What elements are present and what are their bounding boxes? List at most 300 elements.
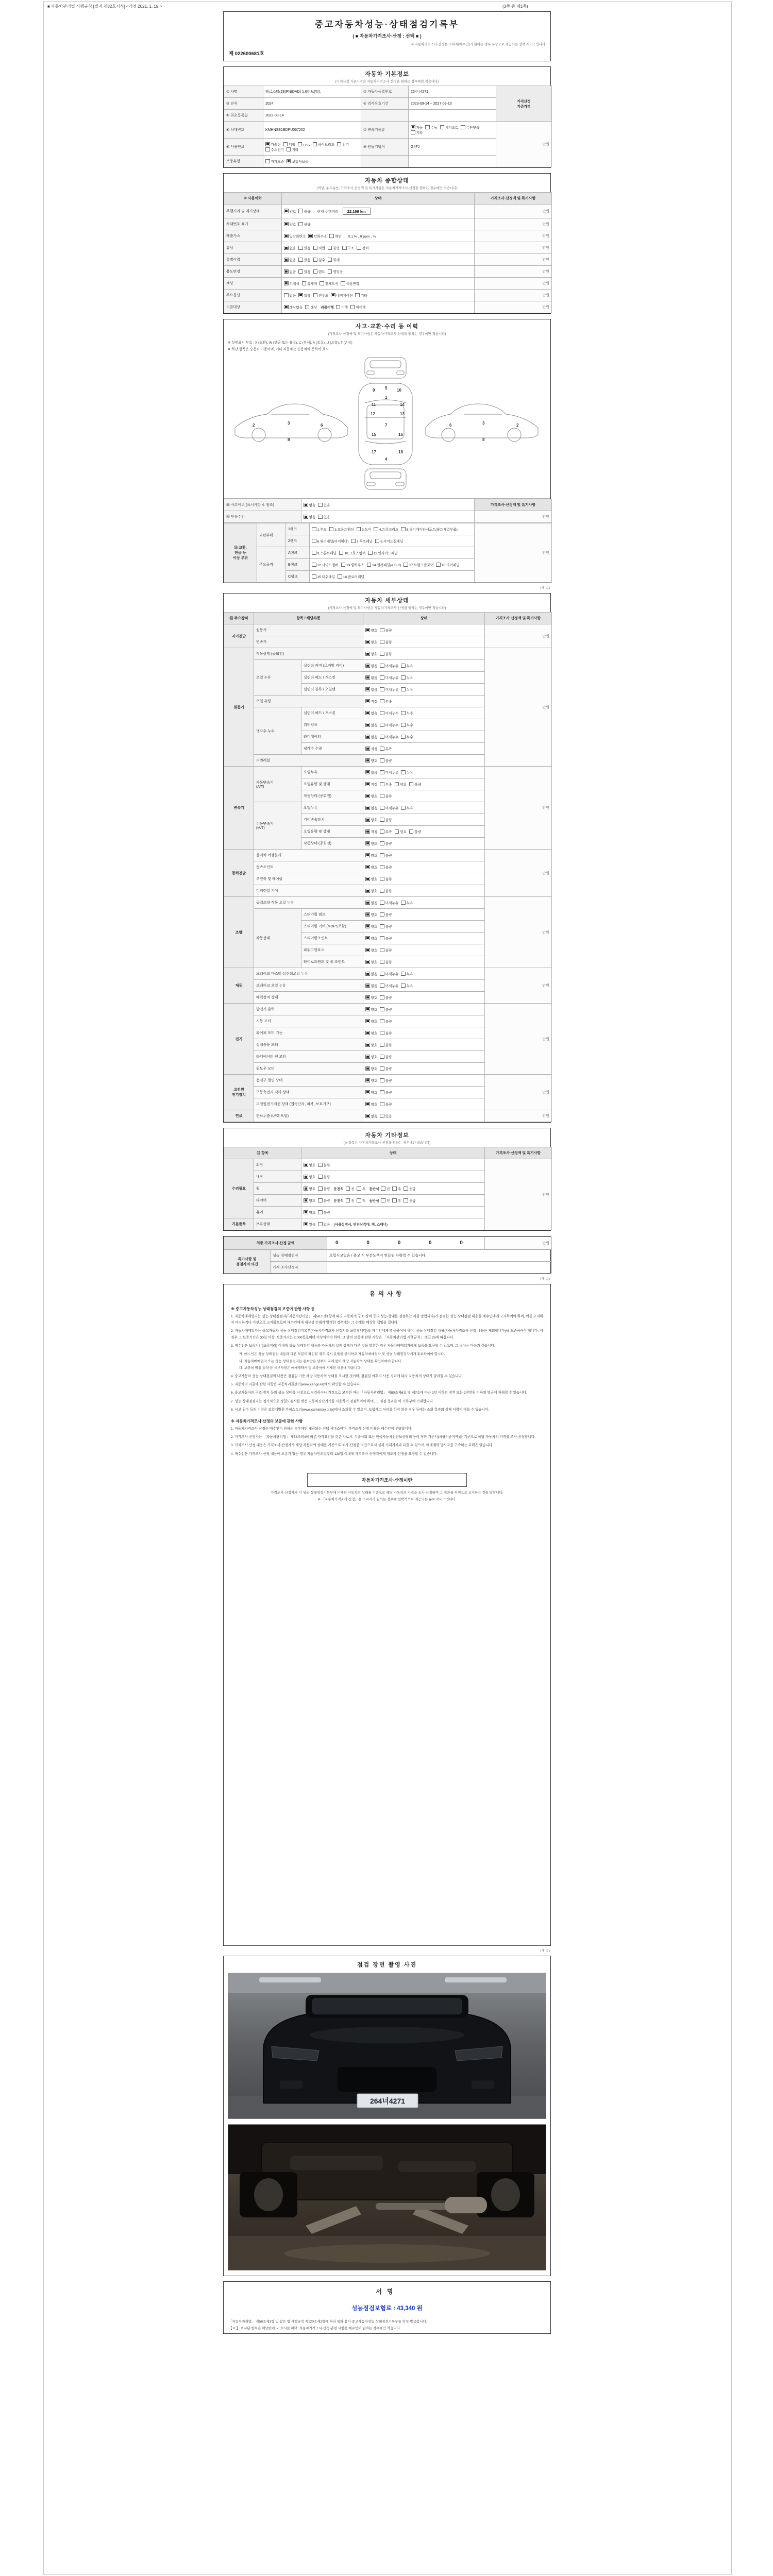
checkbox-7.루프패널[interactable]: 7.루프패널 [351, 538, 372, 544]
checkbox-누유[interactable]: 누유 [401, 983, 413, 988]
checkbox-icon [284, 293, 289, 298]
checkbox-누수[interactable]: 누수 [401, 722, 413, 727]
table-row [224, 1262, 552, 1274]
checkbox-양호[interactable]: 양호 [365, 853, 377, 858]
notices-title: 유의사항 [369, 1291, 405, 1297]
checkbox-있음[interactable]: 있음 [298, 245, 310, 250]
checkbox-매연[interactable]: 매연 [329, 233, 341, 239]
checkbox-양호[interactable]: 양호 [365, 876, 377, 882]
checkbox-icon [401, 984, 406, 988]
checkbox-무단변속[interactable]: 무단변속 [461, 125, 479, 130]
price-cell: 만원 [485, 624, 552, 648]
checkbox-양호[interactable]: 양호 [365, 1030, 377, 1036]
checkbox-디젤[interactable]: 디젤 [283, 142, 295, 147]
checkbox-icon [380, 758, 384, 763]
status-cell [363, 767, 485, 778]
checkbox-있음[interactable]: 있음 [304, 1222, 315, 1227]
checkbox-불량[interactable]: 불량 [380, 865, 392, 870]
checkbox-적정[interactable]: 적정 [365, 699, 377, 704]
final-price-digits: 0 0 0 0 0 [327, 1237, 485, 1249]
checkbox-미세누유[interactable]: 미세누유 [380, 971, 398, 976]
checkbox-양호[interactable]: 양호 [365, 888, 377, 893]
checkbox-양호[interactable]: 양호 [365, 793, 377, 799]
checkbox-미세누수[interactable]: 미세누수 [380, 722, 398, 727]
checkbox-불량[interactable]: 불량 [380, 1054, 392, 1059]
checkbox-적법[interactable]: 적법 [313, 245, 325, 250]
checkbox-불량[interactable]: 불량 [380, 888, 392, 893]
checkbox-누유[interactable]: 누유 [401, 971, 413, 976]
price-cell: 만원 [485, 850, 552, 897]
price-cell: 만원 [485, 1004, 552, 1075]
label-cell: 조향 [224, 897, 254, 968]
checkbox-양호[interactable]: 양호 [365, 651, 377, 656]
checkbox-불량[interactable]: 불량 [409, 782, 421, 787]
checkbox-무채색[interactable]: 무채색 [284, 281, 299, 286]
checkbox-가솔린[interactable]: 가솔린 [265, 142, 281, 147]
checkbox-미세누수[interactable]: 미세누수 [380, 734, 398, 739]
label-cell: 외판부위 [257, 523, 286, 547]
checkbox-불량[interactable]: 불량 [380, 841, 392, 846]
section-title: 자동차 세부상태 [365, 598, 409, 604]
checkbox-5.라디에이터서포트(볼트체결부품)[interactable]: 5.라디에이터서포트(볼트체결부품) [401, 527, 458, 532]
checkbox-없음[interactable]: 없음 [365, 770, 377, 775]
checkbox-없음[interactable]: 없음 [284, 269, 296, 274]
checkbox-없음[interactable]: 없음 [365, 983, 377, 988]
checkbox-부족[interactable]: 부족 [380, 782, 392, 787]
checkbox-양호[interactable]: 양호 [365, 1078, 377, 1083]
inspection-insurance-fee [224, 2304, 550, 2312]
checkbox-미세누유[interactable]: 미세누유 [380, 663, 398, 668]
checkbox-icon [401, 806, 406, 810]
checkbox-icon [365, 711, 370, 716]
checkbox-해당없음[interactable]: 해당없음 [284, 304, 303, 310]
checkbox-있음[interactable]: 있음 [298, 269, 310, 274]
checkbox-누유[interactable]: 누유 [401, 805, 413, 810]
notice-subitem: 나. 자동차매매업자 또는 성능·상태점검자는 통보받은 날부터 지체 없이 해당 자동차의 상태를 확인하여야 합니다. [239, 1359, 402, 1363]
checkbox-미세누유[interactable]: 미세누유 [380, 675, 398, 680]
section-misc-info [223, 1128, 551, 1231]
checkbox-후[interactable]: 후 [392, 1198, 401, 1203]
checkbox-누유[interactable]: 누유 [401, 675, 413, 680]
checkbox-있음[interactable]: 있음 [318, 502, 330, 507]
checkbox-icon [318, 1175, 323, 1179]
status-cell [282, 278, 475, 290]
checkbox-icon [313, 269, 318, 274]
checkbox-불량[interactable]: 불량 [380, 853, 392, 858]
checkbox-네비게이션[interactable]: 네비게이션 [331, 293, 352, 298]
checkbox-불량[interactable]: 불량 [380, 1078, 392, 1083]
checkbox-양호[interactable]: 양호 [365, 1101, 377, 1107]
notice-item: 3. 매수인은 보증기간(보증거리) 이내에 성능·상태점검 내용과 자동차의 실제 상태가 다른 것을 발견한 경우 자동차매매업자에게 보증을 요구할 수 있으며, 그 절차는 다음과 같습니다. [231, 1344, 495, 1348]
checkbox-수동[interactable]: 수동 [425, 125, 437, 130]
checkbox-색상변경[interactable]: 색상변경 [341, 281, 359, 286]
checkbox-1.후드[interactable]: 1.후드 [312, 527, 327, 532]
status-cell [363, 1110, 485, 1122]
checkbox-전[interactable]: 전 [381, 1186, 390, 1191]
label-cell: 1랭크 [286, 523, 310, 535]
checkbox-불량[interactable]: 불량 [298, 209, 310, 214]
checkbox-불량[interactable]: 불량 [380, 639, 392, 645]
status-cell [363, 814, 485, 826]
checkbox-icon [331, 293, 335, 298]
checkbox-8.사이드실패널[interactable]: 8.사이드실패널 [375, 538, 403, 544]
checkbox-썬루프[interactable]: 썬루프 [313, 293, 329, 298]
status-cell [363, 838, 485, 850]
price-appraisal-definition-box: 자동차가격조사·산정이란 [307, 1473, 467, 1487]
checkbox-보험사보증[interactable]: 보험사보증 [287, 159, 308, 164]
checkbox-양호[interactable]: 양호 [365, 841, 377, 846]
table-row [224, 86, 552, 98]
checkbox-장치[interactable]: 장치 [357, 245, 368, 250]
checkbox-불량[interactable]: 불량 [380, 1101, 392, 1107]
label-cell: 브레이크 마스터 실린더오일 누유 [254, 968, 363, 980]
label-cell: 오일유량 및 상태 [301, 826, 363, 838]
checkbox-없음[interactable]: 없음 [365, 687, 377, 692]
basic-info-table [224, 86, 552, 167]
checkbox-미세누수[interactable]: 미세누수 [380, 710, 398, 716]
checkbox-불량[interactable]: 불량 [380, 1066, 392, 1071]
checkbox-없음[interactable]: 없음 [365, 1113, 377, 1118]
checkbox-양호[interactable]: 양호 [365, 936, 377, 941]
checkbox-3.도어[interactable]: 3.도어 [357, 527, 372, 532]
checkbox-icon [411, 130, 415, 135]
checkbox-양호[interactable]: 양호 [304, 1174, 315, 1179]
checkbox-icon [380, 1007, 384, 1012]
checkbox-영업용[interactable]: 영업용 [328, 269, 343, 274]
checkbox-없음[interactable]: 없음 [284, 257, 296, 262]
checkbox-2.프론트휀더[interactable]: 2.프론트휀더 [329, 527, 354, 532]
checkbox-icon [365, 995, 370, 1000]
checkbox-없음[interactable]: 없음 [304, 502, 315, 507]
header-cell: 가격조사·산정액 및 특기사항 [475, 499, 552, 511]
header-cell: ⑩ 사용이력 [224, 193, 282, 205]
checkbox-불량[interactable]: 불량 [380, 628, 392, 633]
checkbox-양호[interactable]: 양호 [395, 782, 407, 787]
section-subtitle: (색상, 주요옵션, 가격조사·산정액 및 특기사항은 자동차가격조사·산정을 원하는 경우에만 적습니다) [316, 187, 458, 190]
checkbox-17.트렁크플로어[interactable]: 17.트렁크플로어 [404, 562, 433, 567]
checkbox-미이행[interactable]: 미이행 [350, 304, 366, 310]
checkbox-양호[interactable]: 양호 [365, 817, 377, 822]
checkbox-렌트[interactable]: 렌트 [313, 269, 325, 274]
price-basis-header: 가격산정 기준가격 [496, 86, 552, 122]
checkbox-누수[interactable]: 누수 [401, 734, 413, 739]
label-cell: 브레이크 오일 누유 [254, 980, 363, 992]
checkbox-9.프론트패널[interactable]: 9.프론트패널 [312, 550, 337, 555]
checkbox-미세누유[interactable]: 미세누유 [380, 687, 398, 692]
table-row [224, 624, 552, 636]
checkbox-불량[interactable]: 불량 [409, 829, 421, 834]
checkbox-불량[interactable]: 불량 [380, 1090, 392, 1095]
table-row [224, 897, 552, 909]
status-cell [363, 992, 485, 1004]
checkbox-누유[interactable]: 누유 [401, 770, 413, 775]
checkbox-icon [380, 664, 384, 668]
checkbox-침수[interactable]: 침수 [313, 257, 325, 262]
checkbox-누수[interactable]: 누수 [401, 710, 413, 716]
checkbox-기타[interactable]: 기타 [411, 130, 423, 135]
status-cell [301, 1159, 485, 1171]
definition-line-1: 가격조사·산정자가 이 성능·상태점검기록부에 기재된 자동차의 상태를 기준으로 해당 자동차의 가격을 조사·산정하여 그 결과를 서면으로 고지하는 것을 말합니다. [271, 1490, 503, 1495]
checkbox-양호[interactable]: 양호 [284, 209, 296, 214]
checkbox-icon [304, 1222, 308, 1227]
status-cell [363, 731, 485, 743]
checkbox-불량[interactable]: 불량 [380, 936, 392, 941]
checkbox-기타[interactable]: 기타 [287, 147, 298, 152]
section-title: 사고·교환·수리 등 이력 [355, 324, 419, 330]
label-cell: 타이로드엔드 및 볼 조인트 [301, 956, 363, 968]
checkbox-icon [380, 675, 384, 680]
checkbox-6.쿼터패널(리어휀더)[interactable]: 6.쿼터패널(리어휀더) [312, 538, 348, 544]
checkbox-icon [365, 1090, 370, 1095]
label-cell: 기어변속장치 [301, 814, 363, 826]
checkbox-불법[interactable]: 불법 [328, 245, 340, 250]
label-cell: 냉각수 누수 [254, 707, 301, 755]
checkbox-icon [365, 984, 370, 988]
checkbox-적정[interactable]: 적정 [365, 829, 377, 834]
checkbox-일산화탄소[interactable]: 일산화탄소 [284, 233, 306, 239]
checkbox-양호[interactable]: 양호 [304, 1210, 315, 1215]
checkbox-양호[interactable]: 양호 [365, 628, 377, 633]
checkbox-있음[interactable]: 있음 [298, 293, 310, 298]
checkbox-없음[interactable]: 없음 [318, 1222, 330, 1227]
checkbox-응급[interactable]: 응급 [404, 1198, 415, 1203]
checkbox-없음[interactable]: 없음 [284, 245, 296, 250]
fee-value: 43,340 원 [397, 2306, 423, 2312]
checkbox-전[interactable]: 전 [346, 1198, 355, 1203]
checkbox-세미오토[interactable]: 세미오토 [440, 125, 459, 130]
checkbox-양호[interactable]: 양호 [365, 1054, 377, 1059]
checkbox-15.대쉬패널[interactable]: 15.대쉬패널 [312, 574, 335, 579]
price-cell: 만원 [475, 205, 552, 218]
checkbox-화재[interactable]: 화재 [328, 257, 340, 262]
checkbox-group-label: (사용설명서, 안전삼각대, 잭, 스패너) [333, 1223, 388, 1227]
table-row [224, 242, 552, 254]
checkbox-불량[interactable]: 불량 [380, 947, 392, 953]
checkbox-불량[interactable]: 불량 [380, 651, 392, 656]
label-cell: 라디에이터 [301, 731, 363, 743]
checkbox-양호[interactable]: 양호 [304, 1186, 315, 1191]
checkbox-icon [404, 1187, 408, 1191]
checkbox-icon [401, 770, 406, 775]
checkbox-양호[interactable]: 양호 [365, 758, 377, 763]
checkbox-icon [401, 735, 406, 739]
continuation-marker: (계 속) [540, 1277, 550, 1281]
label-cell: 와이퍼 모터 기능 [254, 1027, 363, 1039]
status-cell [363, 826, 485, 838]
checkbox-후[interactable]: 후 [357, 1186, 365, 1191]
section-basic-info [223, 66, 551, 168]
status-cell [363, 861, 485, 873]
checkbox-16.플로어패널[interactable]: 16.플로어패널 [338, 574, 364, 579]
checkbox-누유[interactable]: 누유 [401, 663, 413, 668]
price-cell: 만원 [475, 301, 552, 313]
checkbox-4.트렁크리드[interactable]: 4.트렁크리드 [374, 527, 398, 532]
checkbox-icon [318, 515, 323, 519]
checkbox-양호[interactable]: 양호 [365, 865, 377, 870]
checkbox-없음[interactable]: 없음 [284, 293, 296, 298]
checkbox-LPG[interactable]: LPG [298, 142, 310, 147]
checkbox-icon [380, 652, 384, 656]
checkbox-적정[interactable]: 적정 [365, 782, 377, 787]
checkbox-기타[interactable]: 기타 [355, 293, 367, 298]
checkbox-양호[interactable]: 양호 [365, 959, 377, 964]
checkbox-자가보증[interactable]: 자가보증 [265, 159, 284, 164]
checkbox-미세누유[interactable]: 미세누유 [380, 805, 398, 810]
checkbox-누유[interactable]: 누유 [401, 900, 413, 905]
checkbox-불량[interactable]: 불량 [380, 1007, 392, 1012]
checkbox-전기[interactable]: 전기 [337, 142, 349, 147]
checkbox-불량[interactable]: 불량 [318, 1174, 330, 1179]
checkbox-icon [365, 924, 370, 929]
checkbox-양호[interactable]: 양호 [365, 1042, 377, 1047]
status-cell [363, 648, 485, 660]
price-cell: 만원 [475, 254, 552, 266]
definition-line-2: ※ 「자동차가격조사·산정」은 소비자가 원하는 경우에 선택적으로 제공되는 유료 서비스입니다. [317, 1498, 457, 1502]
price-cell: 만원 [485, 1110, 552, 1122]
checkbox-불량[interactable]: 불량 [318, 1210, 330, 1215]
checkbox-양호[interactable]: 양호 [365, 947, 377, 953]
checkbox-누유[interactable]: 누유 [401, 687, 413, 692]
checkbox-불량[interactable]: 불량 [318, 1198, 330, 1203]
checkbox-부족[interactable]: 부족 [380, 829, 392, 834]
checkbox-미세누유[interactable]: 미세누유 [380, 983, 398, 988]
checkbox-12.사이드멤버[interactable]: 12.사이드멤버 [312, 562, 339, 567]
status-cell [310, 535, 475, 547]
checkbox-icon [365, 818, 370, 822]
checkbox-18.리어패널[interactable]: 18.리어패널 [436, 562, 459, 567]
checkbox-부족[interactable]: 부족 [380, 746, 392, 751]
checkbox-탄화수소[interactable]: 탄화수소 [308, 233, 327, 239]
checkbox-icon [284, 305, 289, 310]
checkbox-양호[interactable]: 양호 [365, 912, 377, 917]
notice-section-heading: ※ 자동차가격조사·산정의 보증에 관한 사항 [231, 1418, 303, 1423]
checkbox-없음[interactable]: 없음 [365, 710, 377, 716]
checkbox-양호[interactable]: 양호 [365, 1019, 377, 1024]
checkbox-양호[interactable]: 양호 [365, 639, 377, 645]
checkbox-icon [381, 1198, 385, 1203]
status-cell [363, 719, 485, 731]
checkbox-불량[interactable]: 불량 [380, 924, 392, 929]
checkbox-없음[interactable]: 없음 [365, 663, 377, 668]
checkbox-적정[interactable]: 적정 [365, 746, 377, 751]
status-cell [363, 684, 485, 696]
checkbox-미세누유[interactable]: 미세누유 [380, 900, 398, 905]
status-cell [363, 802, 485, 814]
checkbox-양호[interactable]: 양호 [365, 924, 377, 929]
checkbox-이행[interactable]: 이행 [336, 304, 348, 310]
checkbox-양호[interactable]: 양호 [395, 829, 407, 834]
status-cell [363, 1039, 485, 1051]
checkbox-양호[interactable]: 양호 [304, 1198, 315, 1203]
checkbox-양호[interactable]: 양호 [365, 1007, 377, 1012]
checkbox-자동[interactable]: 자동 [411, 125, 423, 130]
checkbox-양호[interactable]: 양호 [304, 1162, 315, 1167]
checkbox-icon [365, 960, 370, 964]
label-cell: 실린더 헤드 / 개스킷 [301, 672, 363, 684]
checkbox-icon [312, 563, 316, 567]
checkbox-13.휠하우스[interactable]: 13.휠하우스 [341, 562, 364, 567]
checkbox-icon [328, 246, 332, 250]
checkbox-불량[interactable]: 불량 [380, 959, 392, 964]
checkbox-양호[interactable]: 양호 [365, 995, 377, 1000]
price-cell: 만원 [485, 1159, 552, 1230]
checkbox-없음[interactable]: 없음 [365, 722, 377, 727]
label-cell: ③ 연식 [224, 98, 263, 110]
notice-subitem: 다. 보증의 범위·절차 등 세부사항은 매매계약서 및 보증서에 기재된 내용에 따릅니다. [239, 1366, 362, 1370]
checkbox-없음[interactable]: 없음 [365, 971, 377, 976]
checkbox-11.인사이드패널[interactable]: 11.인사이드패널 [368, 550, 397, 555]
label-cell: 워터펌프 [301, 719, 363, 731]
checkbox-불량[interactable]: 불량 [380, 1042, 392, 1047]
checkbox-불량[interactable]: 불량 [380, 995, 392, 1000]
checkbox-해당[interactable]: 해당 [305, 304, 317, 310]
checkbox-없음[interactable]: 없음 [365, 734, 377, 739]
checkbox-불량[interactable]: 불량 [318, 1186, 330, 1191]
checkbox-14.필러패널(A,B,C)[interactable]: 14.필러패널(A,B,C) [367, 562, 401, 567]
diagram-zone-number: 8 [482, 437, 485, 442]
checkbox-불량[interactable]: 불량 [298, 222, 310, 227]
checkbox-없음[interactable]: 없음 [365, 805, 377, 810]
checkbox-불량[interactable]: 불량 [380, 817, 392, 822]
checkbox-양호[interactable]: 양호 [284, 222, 296, 227]
checkbox-불량[interactable]: 불량 [380, 1019, 392, 1024]
label-cell: ⑥ 차대번호 [224, 122, 263, 139]
checkbox-없음[interactable]: 없음 [365, 900, 377, 905]
section-header [223, 11, 551, 61]
checkbox-응급[interactable]: 응급 [404, 1186, 415, 1191]
checkbox-있음[interactable]: 있음 [298, 257, 310, 262]
checkbox-icon [380, 877, 384, 882]
status-cell [263, 139, 361, 156]
checkbox-하이브리드[interactable]: 하이브리드 [313, 142, 334, 147]
checkbox-불량[interactable]: 불량 [380, 1030, 392, 1036]
checkbox-있음[interactable]: 있음 [318, 514, 330, 519]
diagram-zone-number: 3 [288, 421, 290, 426]
checkbox-양호[interactable]: 양호 [365, 1090, 377, 1095]
checkbox-불량[interactable]: 불량 [380, 758, 392, 763]
header-cell: 상태 [301, 1147, 485, 1159]
checkbox-후[interactable]: 후 [392, 1186, 401, 1191]
notice-item: 8. 사고·침수 등의 이력은 보험개발원 카히스토리(www.carhistory.or.kr)에서 조회할 수 있으며, 보험사고 처리를 하지 않은 경우 등에는 조회 결과와 실제 이력이 다를 수 있습니다. [231, 1408, 490, 1412]
checkbox-icon [328, 269, 332, 274]
checkbox-양호[interactable]: 양호 [365, 1066, 377, 1071]
checkbox-icon [374, 527, 378, 532]
checkbox-후[interactable]: 후 [357, 1198, 365, 1203]
checkbox-불량[interactable]: 불량 [380, 912, 392, 917]
table-row [224, 230, 552, 242]
checkbox-10.크로스멤버[interactable]: 10.크로스멤버 [339, 550, 366, 555]
checkbox-없음[interactable]: 없음 [365, 675, 377, 680]
checkbox-있음[interactable]: 있음 [380, 1113, 392, 1118]
checkbox-icon [312, 539, 316, 544]
checkbox-없음[interactable]: 없음 [304, 514, 315, 519]
checkbox-미세누유[interactable]: 미세누유 [380, 770, 398, 775]
checkbox-전[interactable]: 전 [381, 1198, 390, 1203]
checkbox-수소전기[interactable]: 수소전기 [265, 147, 284, 152]
checkbox-전체도색[interactable]: 전체도색 [320, 281, 338, 286]
checkbox-불량[interactable]: 불량 [380, 876, 392, 882]
checkbox-전[interactable]: 전 [346, 1186, 355, 1191]
checkbox-불량[interactable]: 불량 [380, 793, 392, 799]
checkbox-불량[interactable]: 불량 [318, 1162, 330, 1167]
checkbox-icon [380, 1078, 384, 1083]
checkbox-부족[interactable]: 부족 [380, 699, 392, 704]
checkbox-구조[interactable]: 구조 [342, 245, 354, 250]
checkbox-icon [380, 794, 384, 799]
checkbox-icon [304, 503, 308, 507]
checkbox-icon [380, 1031, 384, 1036]
checkbox-유채색[interactable]: 유채색 [302, 281, 317, 286]
